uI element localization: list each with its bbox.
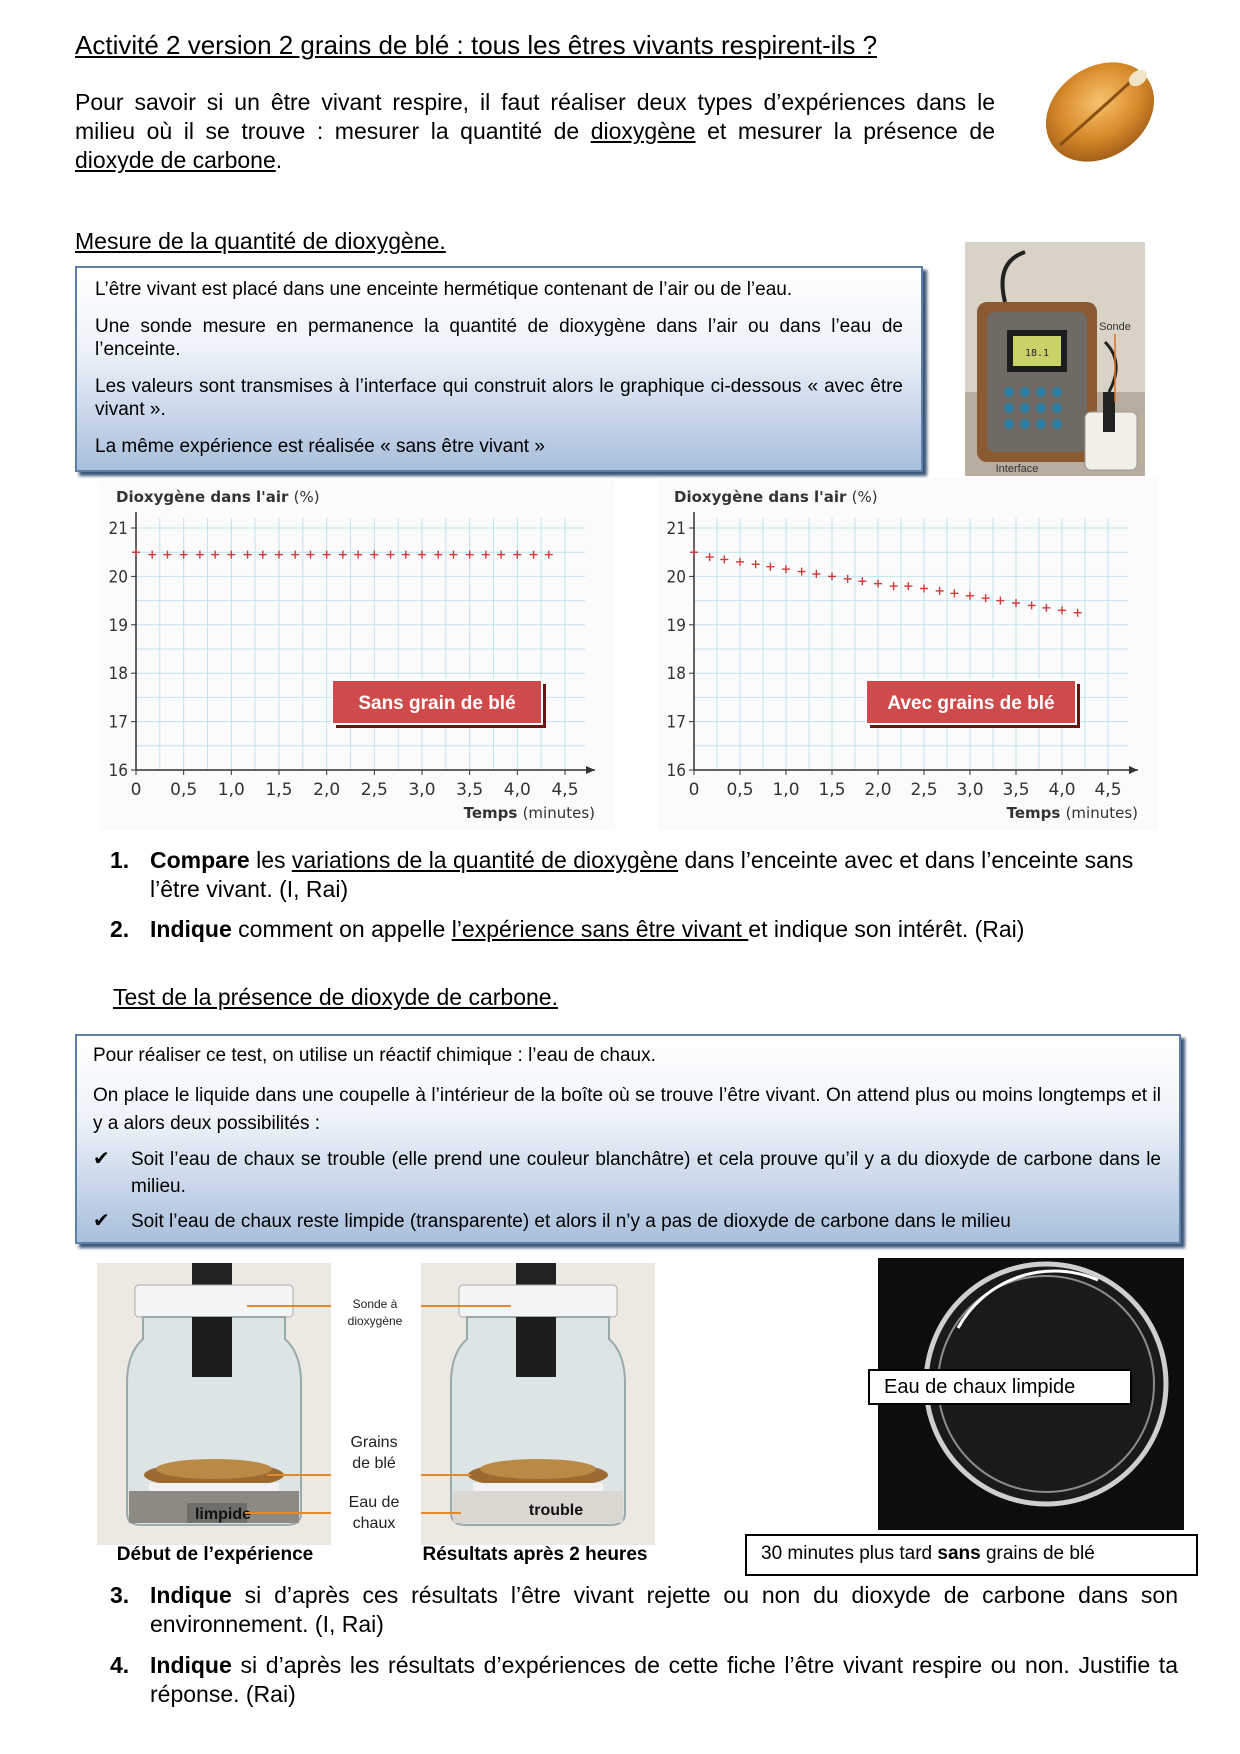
check-item-1 [93, 1146, 1161, 1200]
y-axis-label-text: Dioxygène dans l'air [674, 488, 852, 506]
x-tick-label: 1,5 [265, 780, 293, 800]
y-tick-label: 16 [666, 761, 686, 781]
chart-avec-grains [658, 478, 1158, 830]
y-tick-label: 17 [108, 712, 128, 733]
intro-text-3: . [275, 147, 283, 173]
x-axis-unit: (minutes) [522, 804, 595, 822]
x-tick-label: 2,5 [360, 780, 388, 800]
wheat-grain-image [1030, 50, 1170, 170]
dish-label: Eau de chaux limpide [868, 1369, 1132, 1405]
x-axis-label-text: Temps [463, 804, 523, 822]
question-3-verb: Indique [150, 1582, 232, 1608]
x-tick-label: 0,5 [170, 780, 198, 800]
sonde-label: Sonde à dioxygène [347, 1297, 403, 1328]
jar2-tag: trouble [528, 1502, 584, 1519]
x-axis-label [464, 804, 595, 822]
question-1-underline: variations de la quantité de dioxygène [291, 847, 679, 873]
x-tick-label: 1,5 [818, 780, 846, 800]
intro-text-1: Pour savoir si un être vivant respire, il faut réaliser deux types d’expériences dans le milieu où il se trouve : mesurer la quantité de [75, 89, 995, 144]
section1-info-box [75, 266, 923, 472]
x-tick-label: 3,0 [408, 780, 436, 800]
chart-background [658, 478, 1158, 830]
y-axis-label [116, 488, 320, 506]
x-tick-label: 2,5 [910, 780, 938, 800]
y-tick-label: 19 [666, 615, 686, 636]
x-axis-label-text: Temps [1006, 804, 1066, 822]
question-2-post: et indique son intérêt. (Rai) [748, 916, 1025, 942]
y-tick-label: 21 [666, 519, 686, 539]
question-3-text: si d’après ces résultats l’être vivant rejette ou non du dioxyde de carbone dans son environnement. (I, Rai) [150, 1582, 1178, 1637]
y-axis-label [674, 488, 878, 506]
jar2-caption: Résultats après 2 heures [422, 1544, 648, 1565]
check-icon: ✔ [93, 1210, 110, 1232]
check-item-1-text: Soit l’eau de chaux se trouble (elle prend une couleur blanchâtre) et cela prouve qu’il y a du dioxyde de carbone dans le milieu. [131, 1149, 1161, 1197]
question-4-text: si d’après les résultats d’expériences de cette fiche l’être vivant respire ou non. Justifie ta réponse. (Rai) [150, 1652, 1178, 1707]
device-interface-label: Interface [995, 463, 1039, 475]
check-icon: ✔ [93, 1148, 110, 1170]
x-tick-label: 0,5 [726, 780, 754, 800]
x-tick-label: 4,5 [551, 780, 579, 800]
box2-line-1: Pour réaliser ce test, on utilise un réactif chimique : l’eau de chaux. [93, 1045, 656, 1066]
x-tick-label: 1,0 [772, 780, 800, 800]
jar1-tag: limpide [194, 1506, 252, 1523]
y-axis-unit: (%) [293, 488, 320, 506]
x-tick-label: 2,0 [313, 780, 341, 800]
device-screen-value: 18.1 [1024, 348, 1050, 359]
x-tick-label: 3,5 [456, 780, 484, 800]
check-item-2-text: Soit l’eau de chaux reste limpide (transparente) et alors il n’y a pas de dioxyde de carbone dans le milieu [131, 1211, 1011, 1232]
y-tick-label: 17 [666, 712, 686, 733]
box1-line-1: L’être vivant est placé dans une enceinte hermétique contenant de l’air ou de l’eau. [95, 279, 793, 300]
x-tick-label: 0 [130, 780, 142, 800]
jar-start-image [97, 1263, 331, 1545]
intro-text-2: et mesurer la présence de [695, 118, 995, 144]
jar-result-image [421, 1263, 655, 1545]
section2-info-box [75, 1034, 1181, 1244]
y-tick-label: 21 [108, 519, 128, 539]
x-axis-unit: (minutes) [1065, 804, 1138, 822]
dish-caption [745, 1534, 1198, 1576]
grains-label: Grains de blé [350, 1434, 398, 1472]
x-tick-label: 3,0 [956, 780, 984, 800]
question-2-pre: comment on appelle [231, 916, 452, 942]
question-2-verb: Indique [150, 916, 232, 942]
box1-line-2: Une sonde mesure en permanence la quantité de dioxygène dans l’air ou dans l’eau de l’enceinte. [95, 316, 903, 360]
x-tick-label: 0 [688, 780, 700, 800]
device-sonde-label: Sonde [1099, 321, 1131, 333]
x-tick-label: 4,5 [1094, 780, 1122, 800]
question-4-verb: Indique [150, 1652, 232, 1678]
section1-title: Mesure de la quantité de dioxygène. [75, 228, 446, 254]
x-tick-label: 4,0 [1048, 780, 1076, 800]
section2-title: Test de la présence de dioxyde de carbone. [113, 984, 558, 1010]
y-tick-label: 18 [666, 664, 686, 685]
box2-line-2: On place le liquide dans une coupelle à l’intérieur de la boîte où se trouve l’être vivant. On attend plus ou moins longtemps et il y a alors deux possibilités : [93, 1085, 1161, 1134]
y-tick-label: 18 [108, 664, 128, 685]
y-axis-unit: (%) [851, 488, 878, 506]
check-item-2 [93, 1208, 1161, 1235]
question-1-number: 1. [110, 847, 130, 873]
chart-sans-grain [100, 478, 615, 830]
question-4 [110, 1651, 1178, 1709]
x-tick-label: 2,0 [864, 780, 892, 800]
question-4-number: 4. [110, 1652, 130, 1678]
dish-caption-bold: sans [937, 1543, 981, 1564]
y-tick-label: 19 [108, 615, 128, 636]
intro-paragraph [75, 88, 995, 175]
page-title: Activité 2 version 2 grains de blé : tous les êtres vivants respirent-ils ? [75, 30, 878, 60]
question-3 [110, 1581, 1178, 1639]
y-tick-label: 16 [108, 761, 128, 781]
dish-caption-post: grains de blé [980, 1543, 1095, 1564]
question-2-number: 2. [110, 916, 130, 942]
y-axis-label-text: Dioxygène dans l'air [116, 488, 294, 506]
question-1 [110, 846, 1170, 904]
x-axis-label [1007, 804, 1138, 822]
y-tick-label: 20 [108, 567, 128, 588]
chart-title: Avec grains de blé [887, 693, 1055, 714]
y-tick-label: 20 [666, 567, 686, 588]
dish-caption-pre: 30 minutes plus tard [761, 1543, 938, 1564]
question-2 [110, 915, 1170, 944]
intro-underline-co2: dioxyde de carbone [75, 147, 276, 173]
x-tick-label: 3,5 [1002, 780, 1030, 800]
jar1-caption: Début de l’expérience [116, 1544, 314, 1565]
question-2-underline: l’expérience sans être vivant [451, 916, 749, 942]
box1-line-3: Les valeurs sont transmises à l’interface qui construit alors le graphique ci-dessous « avec être vivant ». [95, 376, 903, 420]
measure-device-image [965, 242, 1145, 476]
x-tick-label: 1,0 [217, 780, 245, 800]
box1-line-4: La même expérience est réalisée « sans être vivant » [95, 436, 545, 457]
chaux-label: Eau de chaux [348, 1494, 400, 1532]
intro-underline-dioxygene: dioxygène [590, 118, 696, 144]
question-1-verb: Compare [150, 847, 250, 873]
question-1-pre: les [249, 847, 292, 873]
chart-title: Sans grain de blé [358, 693, 516, 714]
chart-background [100, 478, 615, 830]
question-3-number: 3. [110, 1582, 130, 1608]
question-1-post: dans l’enceinte avec et dans l’enceinte sans l’être vivant. (I, Rai) [150, 847, 1134, 902]
x-tick-label: 4,0 [503, 780, 531, 800]
